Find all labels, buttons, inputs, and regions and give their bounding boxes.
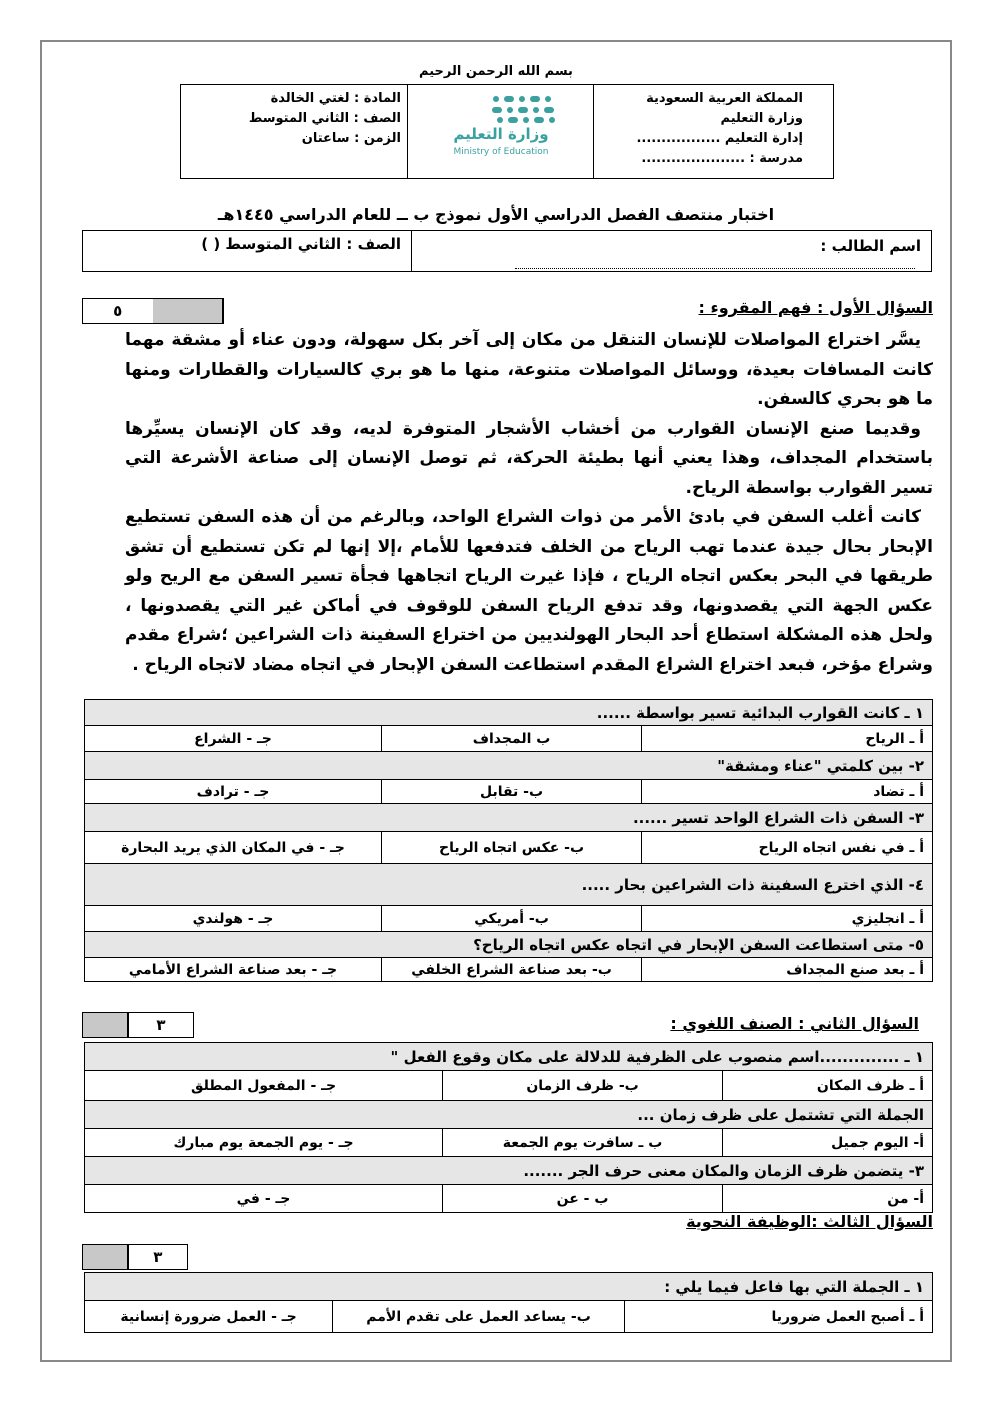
q3-item-1-stem: ١ ـ الجملة التي بها فاعل فيما يلي : [85,1273,933,1301]
passage-paragraph: وقديما صنع الإنسان القوارب من أخشاب الأشجار المتوفرة لديه، وقد كان الإنسان يسيِّرها باستخدام المجداف، وهذا يعني أنها بطيئة الحركة، ثم توصل الإنسان إلى صناعة الأشرعة التي تسير القوارب بواسطة الرياح. [125,418,933,498]
q2-score: ٣ [128,1013,193,1037]
exam-title: اختبار منتصف الفصل الدراسي الأول نموذج ب ــ للعام الدراسي ١٤٤٥هـ [217,205,775,224]
q1-score: ٥ [83,299,153,323]
q1-score-blank[interactable] [153,299,224,323]
q1-item-3-stem: ٣- السفن ذات الشراع الواحد تسير ...... [85,804,933,832]
logo-dots-icon [488,91,568,125]
logo-text: وزارة التعليم [453,125,549,143]
student-name-label: اسم الطالب : [820,237,921,255]
q2-item-1-option-a[interactable]: أ ـ ظرف المكان [723,1071,933,1101]
header-box [180,84,834,179]
q2-item-2-option-a[interactable]: أ- اليوم جميل [723,1129,933,1157]
q1-item-5-stem: ٥- متى استطاعت السفن الإبحار في اتجاه عكس اتجاه الرياح؟ [85,932,933,958]
ministry-label: وزارة التعليم [720,111,803,126]
q1-item-3-option-a[interactable]: أ ـ في نفس اتجاه الرياح [642,832,933,864]
q2-item-2-option-c[interactable]: جـ - يوم الجمعة يوم مبارك [85,1129,443,1157]
q3-title: السؤال الثالث :الوظيفة النحوية [686,1212,933,1231]
q2-item-3-stem: ٣- يتضمن ظرف الزمان والمكان معنى حرف الجر ....... [85,1157,933,1185]
q1-item-2-stem: ٢- بين كلمتي "عناء ومشقة" [85,752,933,780]
q1-item-4-option-c[interactable]: جـ - هولندي [85,906,382,932]
header-left [181,85,407,178]
q2-item-1-option-c[interactable]: جـ - المفعول المطلق [85,1071,443,1101]
q3-score-blank[interactable] [83,1245,128,1269]
q2-item-2-option-b[interactable]: ب ـ سافرت يوم الجمعة [443,1129,723,1157]
q2-table [84,1042,933,1213]
q3-score-box [82,1244,188,1270]
q2-item-3-option-a[interactable]: أ- من [723,1185,933,1213]
student-box [82,230,932,272]
q1-item-5-option-c[interactable]: جـ - بعد صناعة الشراع الأمامي [85,958,382,982]
q2-item-1-option-b[interactable]: ب- ظرف الزمان [443,1071,723,1101]
time-label: الزمن : ساعتان [301,131,401,146]
header-right [593,85,833,178]
q1-item-3-option-c[interactable]: جـ - في المكان الذي يريد البحارة [85,832,382,864]
school-label: مدرسة : ..................... [641,151,803,166]
q1-table [84,699,933,982]
student-grade: الصف : الثاني المتوسط ( ) [201,235,401,253]
q2-score-blank[interactable] [83,1013,128,1037]
q3-table [84,1272,933,1333]
q3-item-1-option-b[interactable]: ب- يساعد العمل على تقدم الأمم [333,1301,625,1333]
q1-item-1-option-a[interactable]: أ ـ الرياح [642,726,933,752]
q1-item-1-option-b[interactable]: ب المجداف [382,726,642,752]
q1-item-2-option-b[interactable]: ب- تقابل [382,780,642,804]
q3-item-1-option-c[interactable]: جـ - العمل ضرورة إنسانية [85,1301,333,1333]
subject-label: المادة : لغتي الخالدة [270,91,401,106]
q2-item-3-option-b[interactable]: ب - عن [443,1185,723,1213]
q1-item-5-option-a[interactable]: أ ـ بعد صنع المجداف [642,958,933,982]
q1-item-1-option-c[interactable]: جـ - الشراع [85,726,382,752]
q1-item-1-stem: ١ ـ كانت القوارب البدائية تسير بواسطة ...... [85,700,933,726]
administration-label: إدارة التعليم ................. [636,131,803,146]
q1-item-3-option-b[interactable]: ب- عكس اتجاه الرياح [382,832,642,864]
student-name-field[interactable] [411,231,931,271]
basmala: بسم الله الرحمن الرحيم [419,64,573,79]
q1-item-5-option-b[interactable]: ب- بعد صناعة الشراع الخلفي [382,958,642,982]
kingdom-label: المملكة العربية السعودية [646,91,803,106]
q1-score-box [82,298,224,324]
q2-item-2-stem: الجملة التي تشتمل على ظرف زمان ... [85,1101,933,1129]
q2-title: السؤال الثاني : الصنف اللغوي : [670,1014,919,1033]
q1-item-4-stem: ٤- الذي اخترع السفينة ذات الشراعين بحار ..... [85,864,933,906]
q3-score: ٣ [128,1245,187,1269]
ministry-logo [407,85,593,178]
q3-item-1-option-a[interactable]: أ ـ أصبح العمل ضروريا [625,1301,933,1333]
q2-item-3-option-c[interactable]: جـ - في [85,1185,443,1213]
q2-score-box [82,1012,194,1038]
q1-item-2-option-a[interactable]: أ ـ تضاد [642,780,933,804]
passage-paragraph: كانت أغلب السفن في بادئ الأمر من ذوات الشراع الواحد، وبالرغم من أن هذه السفن تستطيع الإبحار بحال جيدة عندما تهب الرياح من الخلف فتدفعها للأمام ،إلا إنها لم تكن تستطيع أن تشق طريقها في البحر بعكس اتجاه الرياح ، فإذا غيرت الرياح اتجاهها فجأة تسير السفن مع الريح ولو عكس الجهة التي يقصدونها، وقد تدفع الرياح السفن للوقوف في أماكن غير التي يقصدونها ، ولحل هذه المشكلة استطاع أحد البحار الهولنديين من اختراع السفينة ذات الشراعين ؛شراع مقدم وشراع مؤخر، فبعد اختراع الشراع المقدم استطاعت السفن الإبحار في اتجاه مضاد لاتجاه الرياح . [125,507,933,675]
q2-item-1-stem: ١ ـ ..............اسم منصوب على الظرفية للدلالة على مكان وقوع الفعل " [85,1043,933,1071]
q1-title: السؤال الأول : فهم المقروء : [698,298,933,317]
logo-text-en: Ministry of Education [453,147,549,157]
q1-item-2-option-c[interactable]: جـ - ترادف [85,780,382,804]
reading-passage [125,326,933,680]
q1-item-4-option-a[interactable]: أ ـ انجليزي [642,906,933,932]
grade-label: الصف : الثاني المتوسط [248,111,401,126]
q1-item-4-option-b[interactable]: ب- أمريكي [382,906,642,932]
passage-paragraph: يسَّر اختراع المواصلات للإنسان التنقل من مكان إلى آخر بكل سهولة، ودون عناء أو مشقة مهما كانت المسافات بعيدة، ووسائل المواصلات متنوعة، منها ما هو بري كالسيارات والقطارات ومنها ما هو بحري كالسفن. [125,330,933,409]
